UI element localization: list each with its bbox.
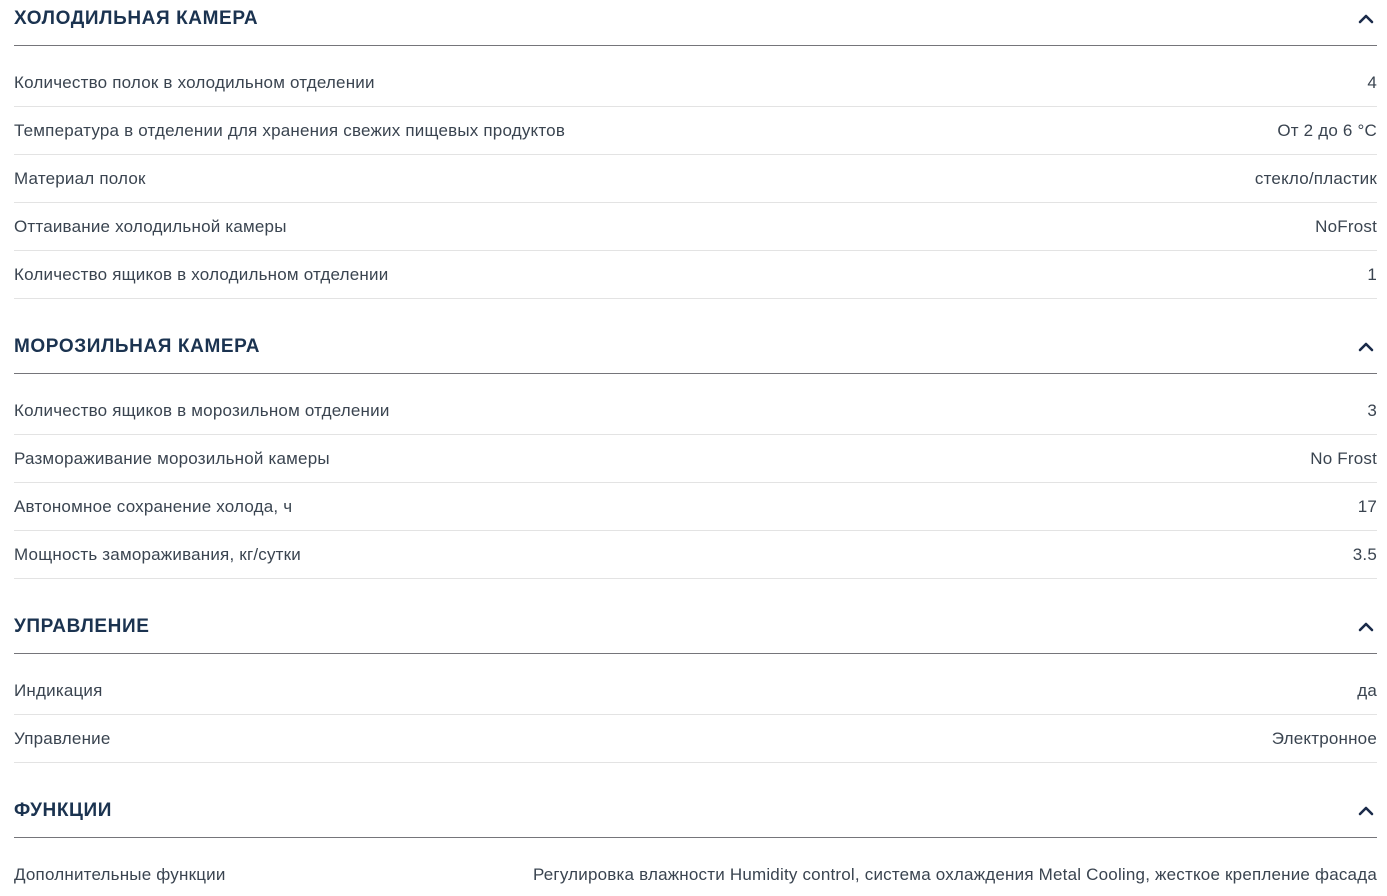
spec-value: No Frost bbox=[1310, 448, 1377, 468]
section-title: ХОЛОДИЛЬНАЯ КАМЕРА bbox=[14, 8, 259, 29]
section-header[interactable] bbox=[14, 334, 1377, 374]
spec-value: 17 bbox=[1357, 496, 1377, 516]
spec-label: Количество ящиков в холодильном отделении bbox=[14, 264, 389, 284]
spec-section bbox=[14, 6, 1377, 299]
spec-value: 4 bbox=[1367, 72, 1377, 92]
spec-label: Оттаивание холодильной камеры bbox=[14, 216, 287, 236]
spec-row bbox=[14, 387, 1377, 435]
spec-section bbox=[14, 614, 1377, 763]
section-title: УПРАВЛЕНИЕ bbox=[14, 616, 150, 637]
chevron-up-icon[interactable] bbox=[1358, 14, 1374, 24]
chevron-up-icon[interactable] bbox=[1358, 806, 1374, 816]
spec-value: 3.5 bbox=[1352, 544, 1377, 564]
spec-label: Размораживание морозильной камеры bbox=[14, 448, 330, 468]
section-body bbox=[14, 654, 1377, 763]
section-body bbox=[14, 46, 1377, 299]
spec-label: Управление bbox=[14, 728, 111, 748]
spec-value: да bbox=[1357, 680, 1377, 700]
spec-section bbox=[14, 798, 1377, 896]
spec-value: Электронное bbox=[1271, 728, 1377, 748]
section-header[interactable] bbox=[14, 614, 1377, 654]
spec-value: стекло/пластик bbox=[1254, 168, 1377, 188]
spec-row bbox=[14, 435, 1377, 483]
spec-row bbox=[14, 483, 1377, 531]
section-title: ФУНКЦИИ bbox=[14, 800, 113, 821]
spec-value: 3 bbox=[1367, 400, 1377, 420]
spec-sections bbox=[14, 6, 1377, 896]
section-body bbox=[14, 838, 1377, 896]
spec-label: Температура в отделении для хранения свежих пищевых продуктов bbox=[14, 120, 566, 140]
spec-label: Индикация bbox=[14, 680, 103, 700]
spec-label: Количество ящиков в морозильном отделении bbox=[14, 400, 390, 420]
spec-label: Дополнительные функции bbox=[14, 864, 226, 884]
chevron-up-icon[interactable] bbox=[1358, 342, 1374, 352]
spec-row bbox=[14, 851, 1377, 896]
spec-label: Мощность замораживания, кг/сутки bbox=[14, 544, 301, 564]
section-title: МОРОЗИЛЬНАЯ КАМЕРА bbox=[14, 336, 261, 357]
spec-row bbox=[14, 155, 1377, 203]
section-header[interactable] bbox=[14, 6, 1377, 46]
spec-row bbox=[14, 59, 1377, 107]
section-body bbox=[14, 374, 1377, 579]
spec-row bbox=[14, 531, 1377, 579]
spec-row bbox=[14, 667, 1377, 715]
spec-row bbox=[14, 251, 1377, 299]
spec-value: Регулировка влажности Humidity control, система охлаждения Metal Cooling, жесткое крепление фасада bbox=[532, 864, 1377, 884]
spec-row bbox=[14, 715, 1377, 763]
spec-label: Количество полок в холодильном отделении bbox=[14, 72, 375, 92]
spec-section bbox=[14, 334, 1377, 579]
spec-row bbox=[14, 107, 1377, 155]
spec-value: От 2 до 6 °C bbox=[1277, 120, 1377, 140]
spec-value: 1 bbox=[1367, 264, 1377, 284]
spec-label: Материал полок bbox=[14, 168, 146, 188]
section-header[interactable] bbox=[14, 798, 1377, 838]
spec-row bbox=[14, 203, 1377, 251]
chevron-up-icon[interactable] bbox=[1358, 622, 1374, 632]
spec-value: NoFrost bbox=[1315, 216, 1377, 236]
spec-label: Автономное сохранение холода, ч bbox=[14, 496, 293, 516]
